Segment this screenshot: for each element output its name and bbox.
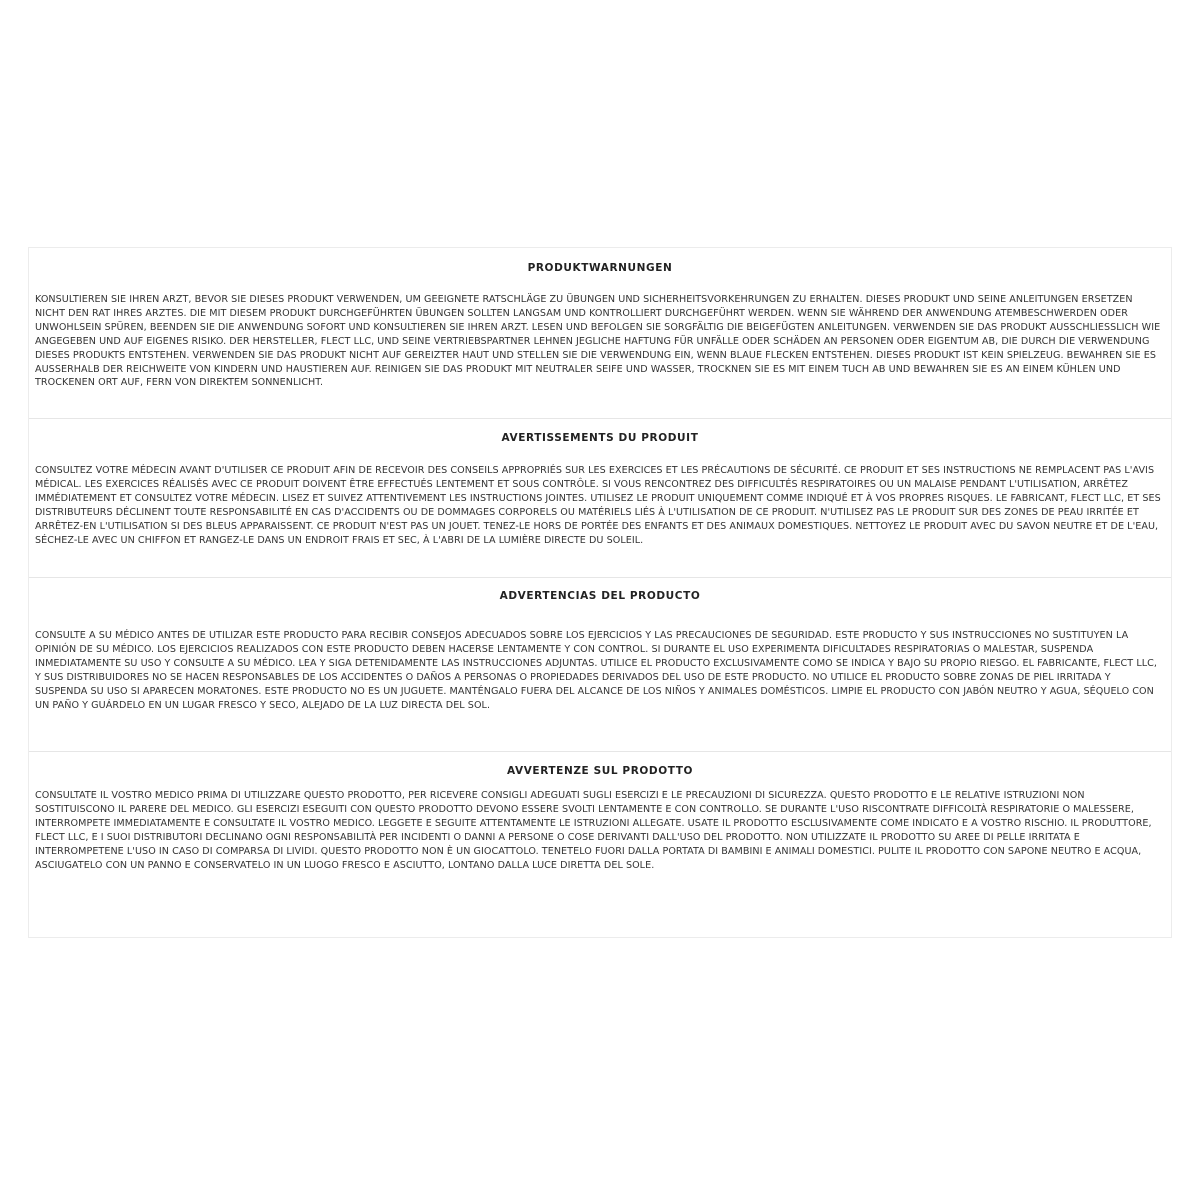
section-text: CONSULTEZ VOTRE MÉDECIN AVANT D'UTILISER CE PRODUIT AFIN DE RECEVOIR DES CONSEILS APPROPRIÉS SUR LES EXERCICES ET LES PRÉCAUTIONS DE SÉCURITÉ. CE PRODUIT ET SES INSTRUCTIONS NE REMPLACENT PAS L'AVIS MÉDICAL. LES EXERCICES RÉALISÉS AVEC CE PRODUIT DOIVENT ÊTRE EFFECTUÉS LENTEMENT ET SOUS CONTRÔLE. SI VOUS RENCONTREZ DES DIFFICULTÉS RESPIRATOIRES OU UN MALAISE PENDANT L'UTILISATION, ARRÊTEZ IMMÉDIATEMENT ET CONSULTEZ VOTRE MÉDECIN. LISEZ ET SUIVEZ ATTENTIVEMENT LES INSTRUCTIONS JOINTES. UTILISEZ LE PRODUIT UNIQUEMENT COMME INDIQUÉ ET À VOS PROPRES RISQUES. LE FABRICANT, FLECT LLC, ET SES DISTRIBUTEURS DÉCLINENT TOUTE RESPONSABILITÉ EN CAS D'ACCIDENTS OU DE DOMMAGES CORPORELS OU MATÉRIELS LIÉS À L'UTILISATION DE CE PRODUIT. N'UTILISEZ PAS LE PRODUIT SUR DES ZONES DE PEAU IRRITÉE ET ARRÊTEZ-EN L'UTILISATION SI DES BLEUS APPARAISSENT. CE PRODUIT N'EST PAS UN JOUET. TENEZ-LE HORS DE PORTÉE DES ENFANTS ET DES ANIMAUX DOMESTIQUES. NETTOYEZ LE PRODUIT AVEC DU SAVON NEUTRE ET DE L'EAU, SÉCHEZ-LE AVEC UN CHIFFON ET RANGEZ-LE DANS UN ENDROIT FRAIS ET SEC, À L'ABRI DE LA LUMIÈRE DIRECTE DU SOLEIL. [35, 465, 1161, 546]
product-warnings-panel [28, 247, 1172, 938]
section-title: AVVERTENZE SUL PRODOTTO [506, 765, 694, 777]
section-text: CONSULTE A SU MÉDICO ANTES DE UTILIZAR ESTE PRODUCTO PARA RECIBIR CONSEJOS ADECUADOS SOBRE LOS EJERCICIOS Y LAS PRECAUCIONES DE SEGURIDAD. ESTE PRODUCTO Y SUS INSTRUCCIONES NO SUSTITUYEN LA OPINIÓN DE SU MÉDICO. LOS EJERCICIOS REALIZADOS CON ESTE PRODUCTO DEBEN HACERSE LENTAMENTE Y CON CONTROL. SI DURANTE EL USO EXPERIMENTA DIFICULTADES RESPIRATORIAS O MALESTAR, SUSPENDA INMEDIATAMENTE SU USO Y CONSULTE A SU MÉDICO. LEA Y SIGA DETENIDAMENTE LAS INSTRUCCIONES ADJUNTAS. UTILICE EL PRODUCTO EXCLUSIVAMENTE COMO SE INDICA Y BAJO SU PROPIO RIESGO. EL FABRICANTE, FLECT LLC, Y SUS DISTRIBUIDORES NO SE HACEN RESPONSABLES DE LOS ACCIDENTES O DAÑOS A PERSONAS O PROPIEDADES DERIVADOS DEL USO DE ESTE PRODUCTO. NO UTILICE EL PRODUCTO SOBRE ZONAS DE PIEL IRRITADA Y SUSPENDA SU USO SI APARECEN MORATONES. ESTE PRODUCTO NO ES UN JUGUETE. MANTÉNGALO FUERA DEL ALCANCE DE LOS NIÑOS Y ANIMALES DOMÉSTICOS. LIMPIE EL PRODUCTO CON JABÓN NEUTRO Y AGUA, SÉQUELO CON UN PAÑO Y GUÁRDELO EN UN LUGAR FRESCO Y SECO, ALEJADO DE LA LUZ DIRECTA DEL SOL. [35, 630, 1157, 711]
section-spanish [29, 578, 1171, 752]
section-german [29, 248, 1171, 419]
section-title: PRODUKTWARNUNGEN [527, 262, 673, 274]
section-text: CONSULTATE IL VOSTRO MEDICO PRIMA DI UTILIZZARE QUESTO PRODOTTO, PER RICEVERE CONSIGLI ADEGUATI SUGLI ESERCIZI E LE PRECAUZIONI DI SICUREZZA. QUESTO PRODOTTO E LE RELATIVE ISTRUZIONI NON SOSTITUISCONO IL PARERE DEL MEDICO. GLI ESERCIZI ESEGUITI CON QUESTO PRODOTTO DEVONO ESSERE SVOLTI LENTAMENTE E CON CONTROLLO. SE DURANTE L'USO RISCONTRATE DIFFICOLTÀ RESPIRATORIE O MALESSERE, INTERROMPETE IMMEDIATAMENTE E CONSULTATE IL VOSTRO MEDICO. LEGGETE E SEGUITE ATTENTAMENTE LE ISTRUZIONI ALLEGATE. USATE IL PRODOTTO ESCLUSIVAMENTE COME INDICATO E A VOSTRO RISCHIO. IL PRODUTTORE, FLECT LLC, E I SUOI DISTRIBUTORI DECLINANO OGNI RESPONSABILITÀ PER INCIDENTI O DANNI A PERSONE O COSE DERIVANTI DALL'USO DEL PRODOTTO. NON UTILIZZATE IL PRODOTTO SU AREE DI PELLE IRRITATA E INTERROMPETENE L'USO IN CASO DI COMPARSA DI LIVIDI. QUESTO PRODOTTO NON È UN GIOCATTOLO. TENETELO FUORI DALLA PORTATA DI BAMBINI E ANIMALI DOMESTICI. PULITE IL PRODOTTO CON SAPONE NEUTRO E ACQUA, ASCIUGATELO CON UN PANNO E CONSERVATELO IN UN LUOGO FRESCO E ASCIUTTO, LONTANO DALLA LUCE DIRETTA DEL SOLE. [35, 790, 1152, 871]
section-italian [29, 752, 1171, 938]
section-text: KONSULTIEREN SIE IHREN ARZT, BEVOR SIE DIESES PRODUKT VERWENDEN, UM GEEIGNETE RATSCHLÄGE ZU ÜBUNGEN UND SICHERHEITSVORKEHRUNGEN ZU ERHALTEN. DIESES PRODUKT UND SEINE ANLEITUNGEN ERSETZEN NICHT DEN RAT IHRES ARZTES. DIE MIT DIESEM PRODUKT DURCHGEFÜHRTEN ÜBUNGEN SOLLTEN LANGSAM UND KONTROLLIERT DURCHGEFÜHRT WERDEN. WENN SIE WÄHREND DER ANWENDUNG ATEMBESCHWERDEN ODER UNWOHLSEIN SPÜREN, BEENDEN SIE DIE ANWENDUNG SOFORT UND KONSULTIEREN SIE IHREN ARZT. LESEN UND BEFOLGEN SIE SORGFÄLTIG DIE BEIGEFÜGTEN ANLEITUNGEN. VERWENDEN SIE DAS PRODUKT AUSSCHLIESSLICH WIE ANGEGEBEN UND AUF EIGENES RISIKO. DER HERSTELLER, FLECT LLC, UND SEINE VERTRIEBSPARTNER LEHNEN JEGLICHE HAFTUNG FÜR UNFÄLLE ODER SCHÄDEN AN PERSONEN ODER EIGENTUM AB, DIE DURCH DIE VERWENDUNG DIESES PRODUKTS ENTSTEHEN. VERWENDEN SIE DAS PRODUKT NICHT AUF GEREIZTER HAUT UND STELLEN SIE DIE VERWENDUNG EIN, WENN BLAUE FLECKEN ENTSTEHEN. DIESES PRODUKT IST KEIN SPIELZEUG. BEWAHREN SIE ES AUSSERHALB DER REICHWEITE VON KINDERN UND HAUSTIEREN AUF. REINIGEN SIE DAS PRODUKT MIT NEUTRALER SEIFE UND WASSER, TROCKNEN SIE ES MIT EINEM TUCH AB UND BEWAHREN SIE ES AN EINEM KÜHLEN UND TROCKENEN ORT AUF, FERN VON DIREKTEM SONNENLICHT. [35, 294, 1161, 389]
section-title: AVERTISSEMENTS DU PRODUIT [501, 432, 699, 444]
section-title: ADVERTENCIAS DEL PRODUCTO [499, 590, 701, 602]
section-french [29, 419, 1171, 578]
